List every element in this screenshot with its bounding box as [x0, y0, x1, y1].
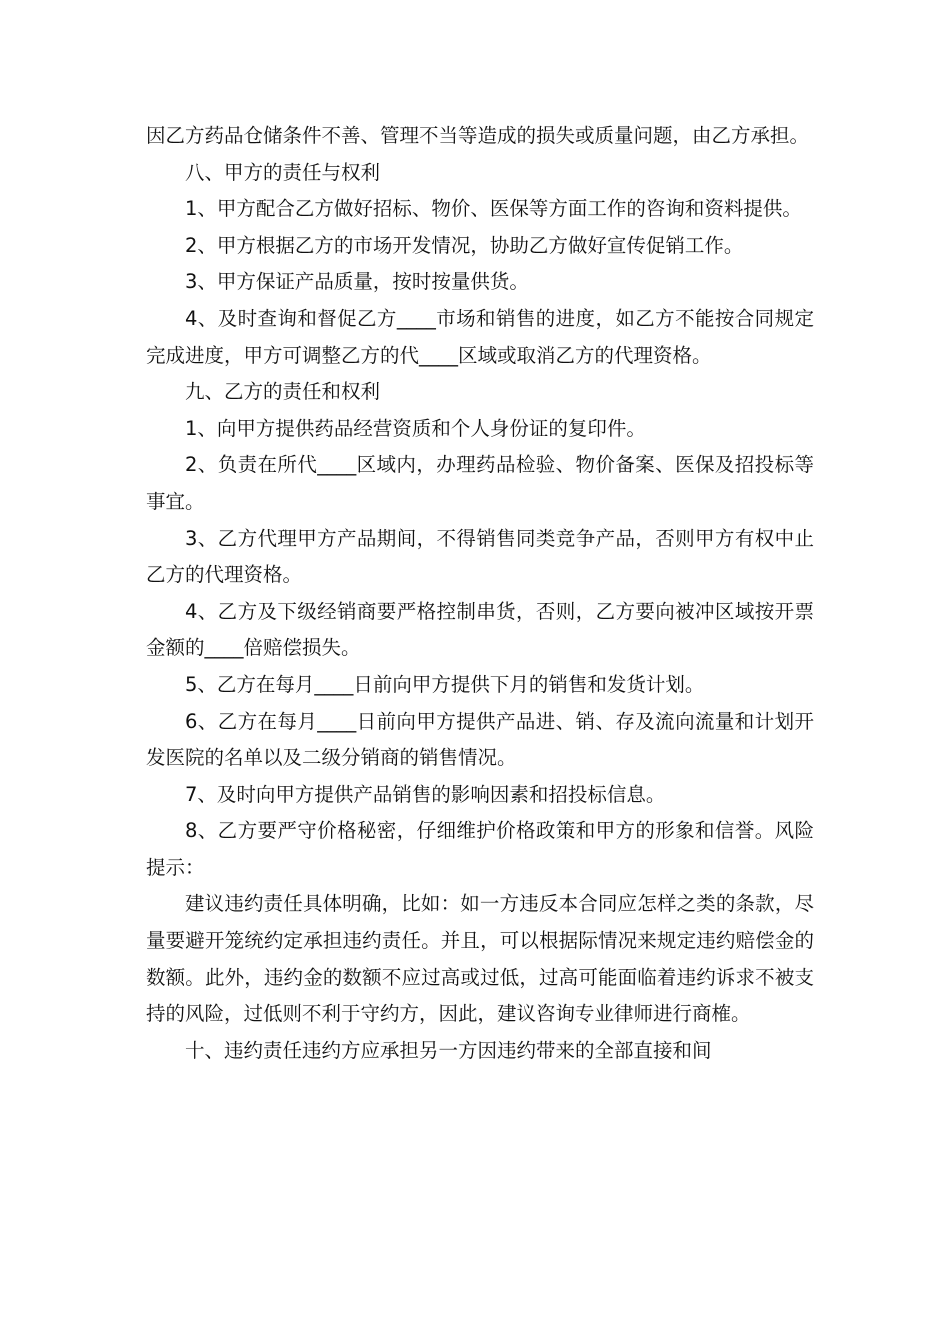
- paragraph-8-2: 2、甲方根据乙方的市场开发情况，协助乙方做好宣传促销工作。: [185, 233, 744, 257]
- risk-note-paragraph: 建议违约责任具体明确，比如：如一方违反本合同应怎样之类的条款，尽量要避开笼统约定承担违约责任。并且，可以根据际情况来规定违约赔偿金的数额。此外，违约金的数额不应过高或过低，过高可能面临着违约诉求不被支持的风险，过低则不利于守约方，因此，建议咨询专业律师进行商榷。: [146, 892, 814, 1026]
- paragraph-9-8: 8、乙方要严守价格秘密，仔细维护价格政策和甲方的形象和信誉。风险提示：: [146, 819, 814, 879]
- paragraph-9-6: 6、乙方在每月____日前向甲方提供产品进、销、存及流向流量和计划开发医院的名单以及二级分销商的销售情况。: [146, 709, 814, 770]
- paragraph-1: 因乙方药品仓储条件不善、管理不当等造成的损失或质量问题，由乙方承担。: [146, 124, 810, 147]
- paragraph-9-2: 2、负责在所代____区域内，办理药品检验、物价备案、医保及招投标等事宜。: [146, 453, 814, 513]
- paragraph-8-4: 4、及时查询和督促乙方____市场和销售的进度，如乙方不能按合同规定完成进度，甲方可调整乙方的代____区域或取消乙方的代理资格。: [146, 306, 814, 367]
- document-body: [146, 118, 814, 1069]
- section-heading-9: 九、乙方的责任和权利: [185, 380, 381, 404]
- paragraph-9-5: 5、乙方在每月____日前向甲方提供下月的销售和发货计划。: [185, 672, 705, 696]
- paragraph-9-3: 3、乙方代理甲方产品期间，不得销售同类竞争产品，否则甲方有权中止乙方的代理资格。: [146, 526, 814, 587]
- paragraph-9-7: 7、及时向甲方提供产品销售的影响因素和招投标信息。: [185, 782, 666, 806]
- section-heading-10: 十、违约责任违约方应承担另一方因违约带来的全部直接和间: [185, 1038, 712, 1062]
- section-heading-8: 八、甲方的责任与权利: [185, 160, 381, 184]
- paragraph-9-4: 4、乙方及下级经销商要严格控制串货，否则，乙方要向被冲区域按开票金额的____倍赔偿损失。: [146, 599, 814, 660]
- paragraph-8-1: 1、甲方配合乙方做好招标、物价、医保等方面工作的咨询和资料提供。: [185, 197, 802, 221]
- paragraph-8-3: 3、甲方保证产品质量，按时按量供货。: [185, 270, 529, 294]
- paragraph-9-1: 1、向甲方提供药品经营资质和个人身份证的复印件。: [185, 416, 646, 440]
